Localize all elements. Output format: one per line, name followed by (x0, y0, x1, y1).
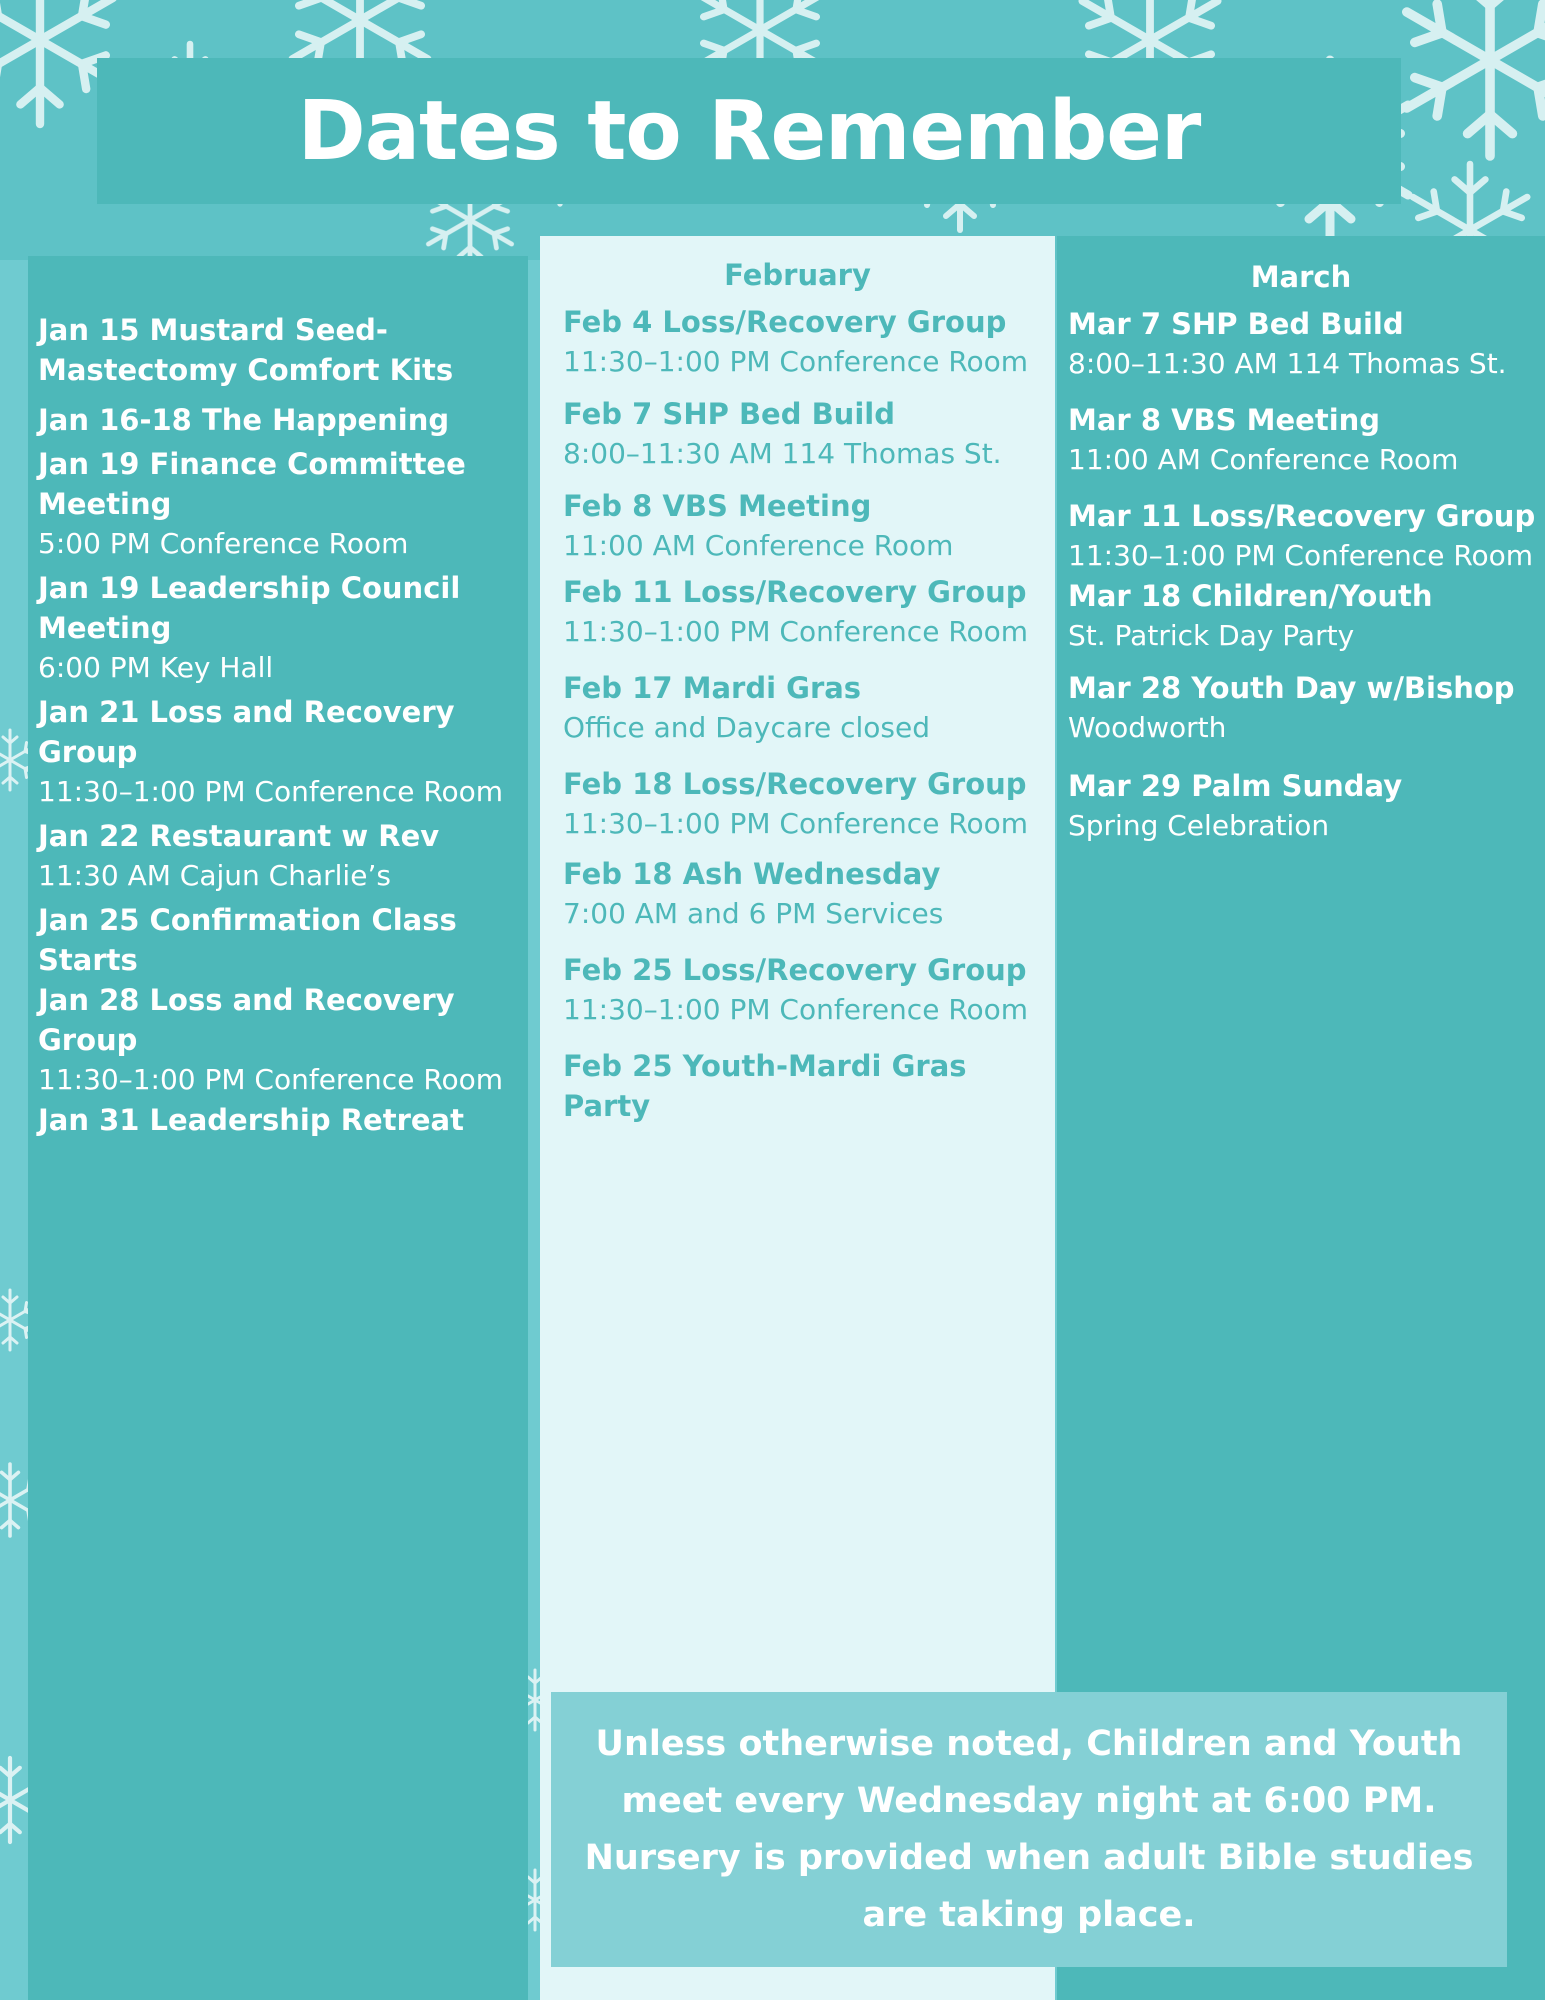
event-detail: 6:00 PM Key Hall (38, 651, 274, 684)
event-item (563, 302, 1055, 382)
event-detail: 11:30–1:00 PM Conference Room (563, 807, 1029, 840)
event-title: Mar 7 SHP Bed Build (1068, 307, 1404, 341)
event-detail: Woodworth (1068, 711, 1227, 744)
title-banner (97, 58, 1401, 204)
event-detail: 11:30–1:00 PM Conference Room (563, 615, 1029, 648)
event-item (563, 764, 1055, 844)
event-detail: 11:30–1:00 PM Conference Room (563, 993, 1029, 1026)
event-item (563, 486, 1055, 566)
event-item (563, 1046, 1055, 1126)
event-item (38, 444, 528, 564)
event-item (563, 394, 1055, 474)
event-item (38, 1100, 528, 1140)
event-title: Feb 7 SHP Bed Build (563, 397, 895, 431)
month-header: February (724, 258, 871, 292)
event-detail: Spring Celebration (1068, 809, 1330, 842)
event-detail: 11:00 AM Conference Room (1068, 443, 1459, 476)
event-title: Feb 11 Loss/Recovery Group (563, 575, 1027, 609)
event-item (38, 980, 528, 1100)
event-detail: 8:00–11:30 AM 114 Thomas St. (1068, 347, 1507, 380)
event-item (1068, 766, 1545, 846)
january-column (28, 256, 528, 2000)
event-item (563, 950, 1055, 1030)
event-title: Feb 25 Youth-Mardi Gras Party (563, 1049, 967, 1123)
event-item (1068, 496, 1545, 576)
event-item (38, 900, 528, 980)
event-title: Feb 25 Loss/Recovery Group (563, 953, 1027, 987)
event-detail: Office and Daycare closed (563, 711, 930, 744)
event-item (563, 668, 1055, 748)
event-item (38, 400, 528, 440)
event-item (38, 310, 528, 390)
event-item (1068, 400, 1545, 480)
month-header: March (1250, 260, 1352, 294)
event-detail: 11:30–1:00 PM Conference Room (38, 1063, 504, 1096)
event-item (1068, 576, 1545, 656)
event-title: Jan 21 Loss and Recovery Group (38, 695, 455, 769)
event-title: Jan 19 Finance Committee Meeting (38, 447, 466, 521)
event-title: Jan 16-18 The Happening (38, 403, 450, 437)
event-detail: 7:00 AM and 6 PM Services (563, 897, 944, 930)
event-title: Feb 8 VBS Meeting (563, 489, 872, 523)
event-item (563, 572, 1055, 652)
event-title: Mar 29 Palm Sunday (1068, 769, 1403, 803)
event-title: Feb 4 Loss/Recovery Group (563, 305, 1007, 339)
page-title: Dates to Remember (297, 83, 1201, 179)
event-title: Feb 17 Mardi Gras (563, 671, 862, 705)
event-title: Mar 8 VBS Meeting (1068, 403, 1381, 437)
event-title: Feb 18 Loss/Recovery Group (563, 767, 1027, 801)
event-item (38, 568, 528, 688)
event-title: Jan 31 Leadership Retreat (38, 1103, 464, 1137)
event-detail: St. Patrick Day Party (1068, 619, 1355, 652)
event-item (563, 854, 1055, 934)
event-item (38, 692, 528, 812)
event-detail: 8:00–11:30 AM 114 Thomas St. (563, 437, 1002, 470)
event-item (1068, 668, 1545, 748)
note-box (551, 1692, 1507, 1967)
event-detail: 11:30–1:00 PM Conference Room (1068, 539, 1534, 572)
event-detail: 11:00 AM Conference Room (563, 529, 954, 562)
event-detail: 11:30–1:00 PM Conference Room (38, 775, 504, 808)
event-title: Jan 19 Leadership Council Meeting (38, 571, 461, 645)
event-detail: 11:30 AM Cajun Charlie’s (38, 859, 391, 892)
event-detail: 5:00 PM Conference Room (38, 527, 409, 560)
event-title: Mar 18 Children/Youth (1068, 579, 1433, 613)
event-title: Jan 28 Loss and Recovery Group (38, 983, 455, 1057)
event-title: Feb 18 Ash Wednesday (563, 857, 941, 891)
event-detail: 11:30–1:00 PM Conference Room (563, 345, 1029, 378)
event-item (38, 816, 528, 896)
event-item (1068, 304, 1545, 384)
event-title: Jan 25 Confirmation Class Starts (38, 903, 457, 977)
event-title: Mar 28 Youth Day w/Bishop (1068, 671, 1515, 705)
event-title: Mar 11 Loss/Recovery Group (1068, 499, 1536, 533)
note-text: Unless otherwise noted, Children and Youth meet every Wednesday night at 6:00 PM. Nursery is provided when adult Bible studies are taking place. (584, 1723, 1474, 1935)
event-title: Jan 15 Mustard Seed- Mastectomy Comfort Kits (38, 313, 454, 387)
event-title: Jan 22 Restaurant w Rev (38, 819, 440, 853)
